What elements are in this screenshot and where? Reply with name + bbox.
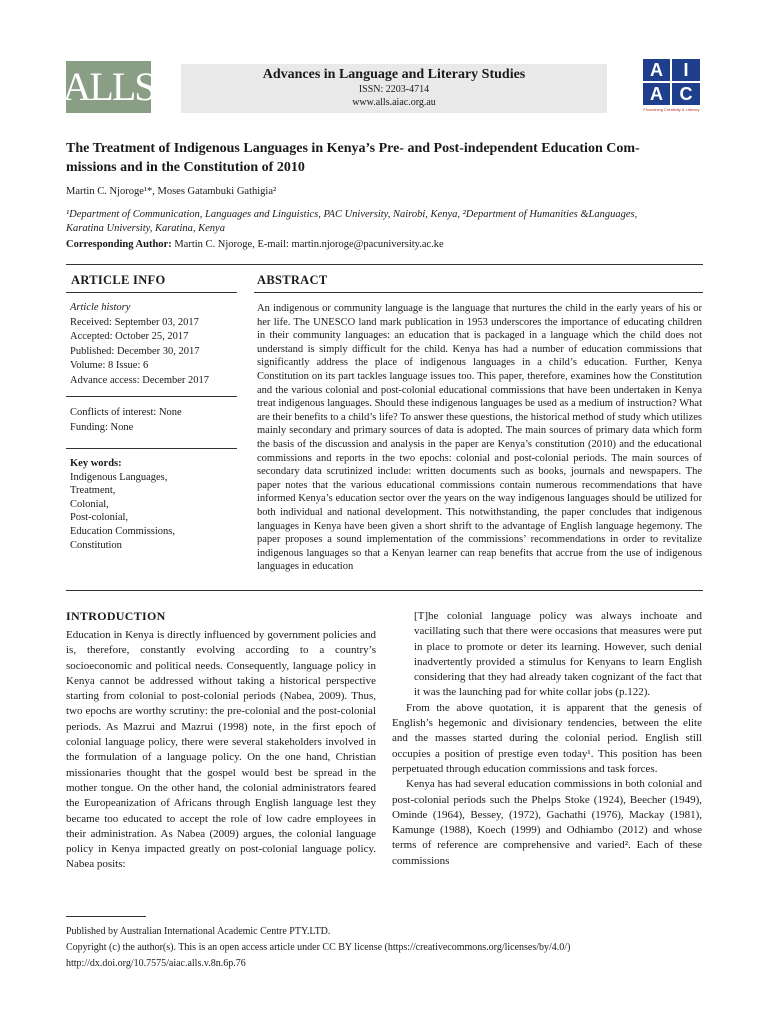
divider-abstract-heading bbox=[254, 292, 703, 293]
journal-issn: ISSN: 2203-4714 bbox=[358, 84, 430, 95]
author-list: Martin C. Njoroge¹*, Moses Gatambuki Gathigia² bbox=[66, 186, 277, 197]
corresponding-text[interactable]: Martin C. Njoroge, E-mail: martin.njoroge@pacuniversity.ac.ke bbox=[171, 239, 444, 250]
corresponding-label: Corresponding Author: bbox=[66, 239, 172, 250]
keyword-item: Constitution bbox=[70, 539, 122, 551]
keyword-item: Indigenous Languages, bbox=[70, 471, 168, 483]
copyright-line[interactable]: Copyright (c) the author(s). This is an open access article under CC BY license (https://creativecommons.org/licenses/by/4.0/) bbox=[66, 942, 571, 953]
advance-access: Advance access: December 2017 bbox=[70, 374, 210, 386]
aiac-letter-c: C bbox=[672, 83, 700, 105]
page-footer bbox=[66, 924, 570, 972]
keyword-item: Post-colonial, bbox=[70, 512, 129, 524]
received-date: Received: September 03, 2017 bbox=[70, 316, 199, 328]
affiliation-line2: Karatina University, Karatina, Kenya bbox=[66, 223, 225, 234]
conflicts-of-interest: Conflicts of interest: None bbox=[70, 407, 182, 418]
keyword-item: Colonial, bbox=[70, 498, 109, 510]
publisher-line: Published by Australian International Academic Centre PTY.LTD. bbox=[66, 926, 331, 937]
affiliation-line1: ¹Department of Communication, Languages and Linguistics, PAC University, Nairobi, Kenya, ²Department of Humanities &Languages, bbox=[66, 209, 638, 220]
divider-info-2 bbox=[66, 448, 237, 449]
article-info-heading: ARTICLE INFO bbox=[71, 273, 166, 287]
corresponding-author bbox=[66, 239, 444, 250]
doi-link[interactable]: http://dx.doi.org/10.7575/aiac.alls.v.8n.6p.76 bbox=[66, 958, 246, 969]
aiac-logo bbox=[643, 59, 700, 113]
block-quote: [T]he colonial language policy was always inchoate and vacillating such that there were occasions that measures were put in place to promote or deter its learning. However, such denial inadvertently provided a stimulus for Kenyans to learn English considering that they had already taken cognizant of the fact that it was the launching pad for white collar jobs (p.122). bbox=[414, 610, 702, 699]
paper-title-line1: The Treatment of Indigenous Languages in Kenya’s Pre- and Post-independent Education Com- bbox=[66, 141, 640, 156]
affiliations bbox=[66, 208, 706, 236]
aiac-letter-i: I bbox=[672, 59, 700, 81]
history-label: Article history bbox=[70, 302, 131, 313]
body-paragraph-1: From the above quotation, it is apparent that the genesis of English’s hegemonic and divisionary tendencies, between the elite and the masses started during the colonial period. English still occupies a position of prestige even today¹. This position has been perpetuated through education commissions and task forces. bbox=[392, 701, 702, 775]
keyword-item: Education Commissions, bbox=[70, 525, 175, 537]
divider-abstract-bottom bbox=[66, 590, 703, 591]
intro-paragraph: Education in Kenya is directly influenced by government policies and is, therefore, constantly evolving according to a country’s socioeconomic and political needs. Consequently, language policy in Kenya cannot be addressed without taking a historical perspective starting from colonial to post-colonial periods (Nabea, 2009). Thus, two epochs are worthy scrutiny: the pre-colonial and the post-colonial periods. As Mazrui and Mazrui (1998) note, in the first epoch of colonial language policy, there were several stakeholders involved in the formulation of a language policy. On the one hand, Christian missionaries thought that the gospel would best be spread in the mother tongue. On the other hand, the colonial administrators feared the Europeanization of Africans through English language lest they became too educated to accept the role of low cadre employees in their administration. As Nabea (2009) argues, the colonial language policy in Kenya impacted greatly on post-colonial language policy. Nabea posits: bbox=[66, 629, 376, 871]
footnote-rule bbox=[66, 916, 146, 917]
keywords-label: Key words: bbox=[70, 458, 122, 469]
keyword-item: Treatment, bbox=[70, 485, 116, 497]
aiac-tagline: Flourishing Creativity & Literacy bbox=[643, 107, 700, 112]
accepted-date: Accepted: October 25, 2017 bbox=[70, 331, 189, 342]
journal-title: Advances in Language and Literary Studies bbox=[262, 67, 526, 82]
journal-website[interactable]: www.alls.aiac.org.au bbox=[352, 97, 436, 108]
aiac-letter-a1: A bbox=[643, 59, 670, 81]
declarations bbox=[70, 406, 182, 435]
divider-top bbox=[66, 264, 703, 265]
keywords bbox=[70, 457, 175, 552]
abstract-heading: ABSTRACT bbox=[257, 273, 328, 287]
journal-header-bar bbox=[181, 64, 607, 113]
body-left-column bbox=[66, 628, 376, 873]
introduction-heading: INTRODUCTION bbox=[66, 609, 166, 623]
published-date: Published: December 30, 2017 bbox=[70, 345, 200, 357]
volume-issue: Volume: 8 Issue: 6 bbox=[70, 360, 149, 371]
paper-title bbox=[66, 139, 706, 177]
abstract-text: An indigenous or community language is the language that nurtures the child in the early years of his or her life. The UNESCO land mark publication in 1953 underscores the importance of educating children in their community languages: an education that is packaged in a language which the child does not understand is simply difficult for the child. Kenya has had a number of education commissions that significantly address the place of indigenous languages in a child’s education. Further, Kenya Constitution on its part tackles language issues too. This paper, therefore, examines how the Constitution and the various colonial and post-colonial educational commissions that have been undertaken in Kenya treat indigenous languages. Should these indigenous languages be used as a medium of instruction? What are their benefits to a child’s life? To answer these questions, the historical method of study which utilizes mainly secondary and primary sources of data is adopted. The main sources of primary data which form the basis of the discussion and analysis in the paper are Kenya’s constitution (2010) and the educational commissions and reports in the two epochs: colonial and post-colonial periods. The main sources of secondary data scrutinized include: written documents such as books, journals and newspapers. The paper notes that the various educational commissions contain numerous recommendations that have informed Kenya’s education sector over the years on the way indigenous languages should be utilized for both individual and national development. This notwithstanding, the paper concludes that indigenous languages in Kenya have been given a short shrift to the advantage of English language hegemony. The paper proposes a sound implementation of the commissions’ recommendations in order to revitalize indigenous languages so that a Kenyan learner can reap benefits that accrue from the use of indigenous languages in education bbox=[257, 303, 702, 573]
paper-title-line2: missions and in the Constitution of 2010 bbox=[66, 160, 305, 175]
article-history bbox=[70, 301, 209, 388]
alls-logo-text: ALLS bbox=[62, 64, 155, 109]
funding: Funding: None bbox=[70, 421, 134, 433]
body-right-column bbox=[392, 609, 702, 869]
body-paragraph-2: Kenya has had several education commissions in both colonial and post-colonial periods such the Phelps Stoke (1924), Beecher (1949), Ominde (1964), Bessey, (1972), Gachathi (1976), Mackay (1981), Kamunge (1988), Koech (1999) and Odhiambo (2012) and whose terms of reference are comprehensive and varied². Each of these commissions bbox=[392, 778, 702, 867]
divider-info-heading bbox=[66, 292, 237, 293]
divider-info-1 bbox=[66, 396, 237, 397]
aiac-letter-a2: A bbox=[643, 83, 670, 105]
alls-logo bbox=[62, 61, 155, 113]
